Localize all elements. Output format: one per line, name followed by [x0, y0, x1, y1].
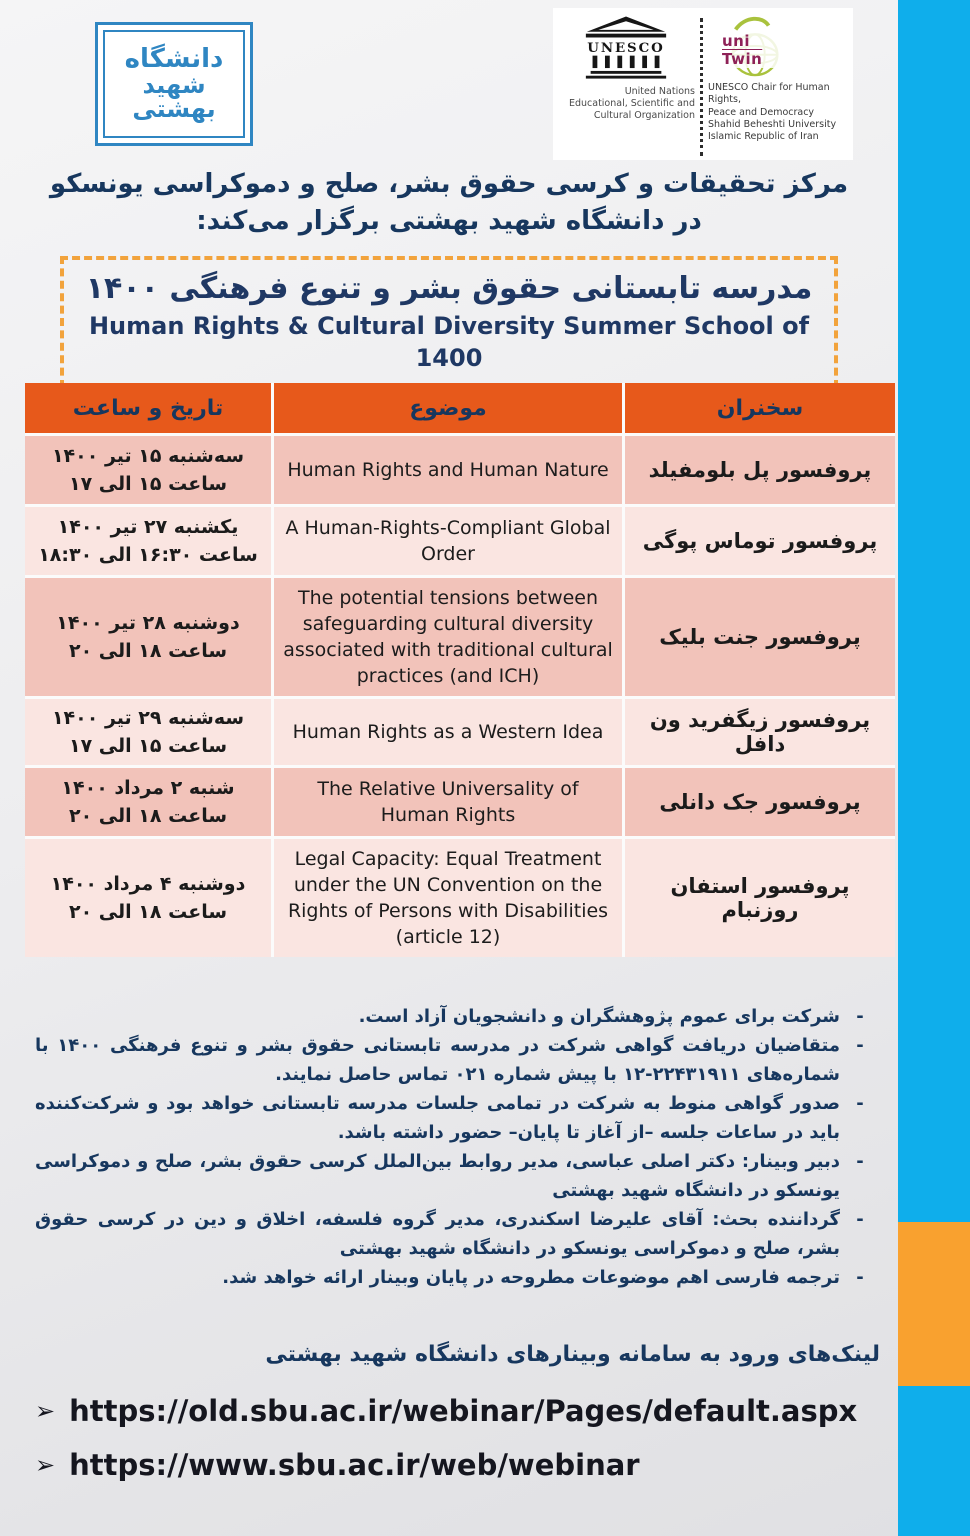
column-header-topic: موضوع [274, 383, 622, 433]
session-date [25, 699, 271, 765]
arrow-bullet-icon: ➢ [35, 1397, 56, 1425]
note-text: شرکت برای عموم پژوهشگران و دانشجویان آزاد است. [358, 1006, 840, 1027]
session-date [25, 507, 271, 575]
note-item [35, 1002, 880, 1031]
event-title-en: Human Rights & Cultural Diversity Summer School of 1400 [88, 312, 810, 372]
chair-caption-line: Peace and Democracy [708, 106, 815, 118]
dash-bullet: - [856, 1006, 864, 1027]
session-topic: The Relative Universality of Human Rights [274, 768, 622, 836]
event-title-fa: مدرسه تابستانی حقوق بشر و تنوع فرهنگی ۱۴۰۰ [85, 271, 813, 306]
note-item [35, 1089, 880, 1147]
sbu-logo-line: دانشگاه [124, 44, 224, 75]
session-day: دوشنبه ۴ مرداد ۱۴۰۰ [50, 873, 246, 895]
dotted-divider [700, 18, 703, 156]
chair-caption-line: UNESCO Chair for Human Rights, [708, 82, 830, 106]
unesco-caption-line: Cultural Organization [593, 109, 695, 121]
unitwin-globe-icon [716, 14, 794, 78]
session-topic: The potential tensions between safeguarding cultural diversity associated with traditional cultural practices (and ICH) [274, 578, 622, 696]
session-speaker: پروفسور جنت بلیک [625, 578, 895, 696]
note-item [35, 1263, 880, 1292]
webinar-links-label: لینک‌های ورود به سامانه وبینارهای دانشگاه شهید بهشتی [265, 1342, 880, 1367]
webinar-link-row [35, 1384, 895, 1438]
session-date [25, 839, 271, 957]
session-speaker: پروفسور جک دانلی [625, 768, 895, 836]
unitwin-word-twin: Twin [722, 50, 763, 68]
unesco-unitwin-logo-box [553, 8, 853, 160]
session-day: دوشنبه ۲۸ تیر ۱۴۰۰ [56, 612, 240, 634]
chair-caption-line: Islamic Republic of Iran [708, 131, 819, 143]
unesco-caption-line: United Nations [624, 86, 695, 97]
session-date [25, 768, 271, 836]
webinar-link-row [35, 1438, 895, 1492]
chair-caption-line: Shahid Beheshti University [708, 119, 837, 131]
session-date [25, 436, 271, 504]
session-topic: Human Rights as a Western Idea [274, 699, 622, 765]
note-item [35, 1031, 880, 1089]
webinar-links [35, 1384, 895, 1492]
schedule-table [25, 383, 895, 957]
session-time: ساعت ۱۶:۳۰ الی ۱۸:۳۰ [38, 544, 258, 566]
webinar-link-www-sbu[interactable]: https://www.sbu.ac.ir/web/webinar [69, 1448, 640, 1482]
organizer-header [0, 166, 898, 240]
dash-bullet: - [856, 1209, 864, 1230]
session-day: سه‌شنبه ۲۹ تیر ۱۴۰۰ [51, 707, 245, 729]
sbu-calligraphy [103, 30, 245, 138]
unesco-caption-line: Educational, Scientific and [568, 97, 695, 109]
unesco-chair-caption [708, 82, 849, 144]
unesco-temple-icon [583, 14, 669, 82]
session-day: شنبه ۲ مرداد ۱۴۰۰ [61, 777, 235, 799]
title-box [60, 256, 838, 388]
notes-list [35, 1002, 880, 1292]
dash-bullet: - [856, 1093, 864, 1114]
note-text: متقاضیان دریافت گواهی شرکت در مدرسه تابستانی حقوق بشر و تنوع فرهنگی ۱۴۰۰ با شماره‌های ۲۲۴۳۱۹۱۱-۱۲ با پیش شماره ۰۲۱ تماس حاصل نمایند. [35, 1035, 840, 1085]
session-topic: Human Rights and Human Nature [274, 436, 622, 504]
session-day: یکشنبه ۲۷ تیر ۱۴۰۰ [57, 516, 239, 538]
session-speaker: پروفسور استفان روزنبام [625, 839, 895, 957]
sbu-university-logo [95, 22, 253, 146]
session-date [25, 578, 271, 696]
dash-bullet: - [856, 1151, 864, 1172]
session-time: ساعت ۱۸ الی ۲۰ [68, 805, 228, 827]
session-topic: A Human-Rights-Compliant Global Order [274, 507, 622, 575]
session-speaker: پروفسور توماس پوگی [625, 507, 895, 575]
unitwin-wordmark [720, 32, 794, 68]
dash-bullet: - [856, 1035, 864, 1056]
dash-bullet: - [856, 1267, 864, 1288]
sbu-logo-line: بهشتی [132, 95, 216, 124]
side-stripe-top-blue [898, 0, 970, 1222]
session-speaker: پروفسور پل بلومفیلد [625, 436, 895, 504]
unitwin-word-uni: uni [722, 32, 750, 50]
side-stripe-bottom-blue [898, 1386, 970, 1536]
session-time: ساعت ۱۸ الی ۲۰ [68, 901, 228, 923]
column-header-speaker: سخنران [625, 383, 895, 433]
arrow-bullet-icon: ➢ [35, 1451, 56, 1479]
unesco-logo [557, 14, 695, 154]
note-text: گرداننده بحث: آقای علیرضا اسکندری، مدیر گروه فلسفه، اخلاق و دین در کرسی حقوق بشر، صلح و دموکراسی یونسکو در دانشگاه شهید بهشتی [35, 1209, 840, 1259]
note-item [35, 1147, 880, 1205]
session-day: سه‌شنبه ۱۵ تیر ۱۴۰۰ [51, 445, 245, 467]
session-time: ساعت ۱۵ الی ۱۷ [68, 735, 228, 757]
session-time: ساعت ۱۵ الی ۱۷ [68, 473, 228, 495]
webinar-link-old-sbu[interactable]: https://old.sbu.ac.ir/webinar/Pages/default.aspx [69, 1394, 858, 1428]
session-time: ساعت ۱۸ الی ۲۰ [68, 640, 228, 662]
session-topic: Legal Capacity: Equal Treatment under the UN Convention on the Rights of Persons with Disabilities (article 12) [274, 839, 622, 957]
note-item [35, 1205, 880, 1263]
note-text: صدور گواهی منوط به شرکت در تمامی جلسات مدرسه تابستانی خواهد بود و شرکت‌کننده باید در ساعات جلسه –از آغاز تا پایان– حضور داشته باشد. [35, 1093, 840, 1143]
note-text: دبیر وبینار: دکتر اصلی عباسی، مدیر روابط بین‌الملل کرسی حقوق بشر، صلح و دموکراسی یونسکو در دانشگاه شهید بهشتی [35, 1151, 840, 1201]
note-text: ترجمه فارسی اهم موضوعات مطروحه در پایان وبینار ارائه خواهد شد. [222, 1267, 840, 1288]
session-speaker: پروفسور زیگفرید ون دافل [625, 699, 895, 765]
unesco-acronym-text: UNESCO [587, 39, 665, 56]
unesco-caption [557, 86, 695, 122]
organizer-header-line2: در دانشگاه شهید بهشتی برگزار می‌کند: [196, 206, 702, 236]
side-stripe-middle-orange [898, 1222, 970, 1386]
column-header-date: تاریخ و ساعت [25, 383, 271, 433]
organizer-header-line1: مرکز تحقیقات و کرسی حقوق بشر، صلح و دموکراسی یونسکو [49, 169, 849, 199]
sbu-logo-line: شهید [142, 70, 206, 99]
unitwin-logo [708, 14, 849, 154]
